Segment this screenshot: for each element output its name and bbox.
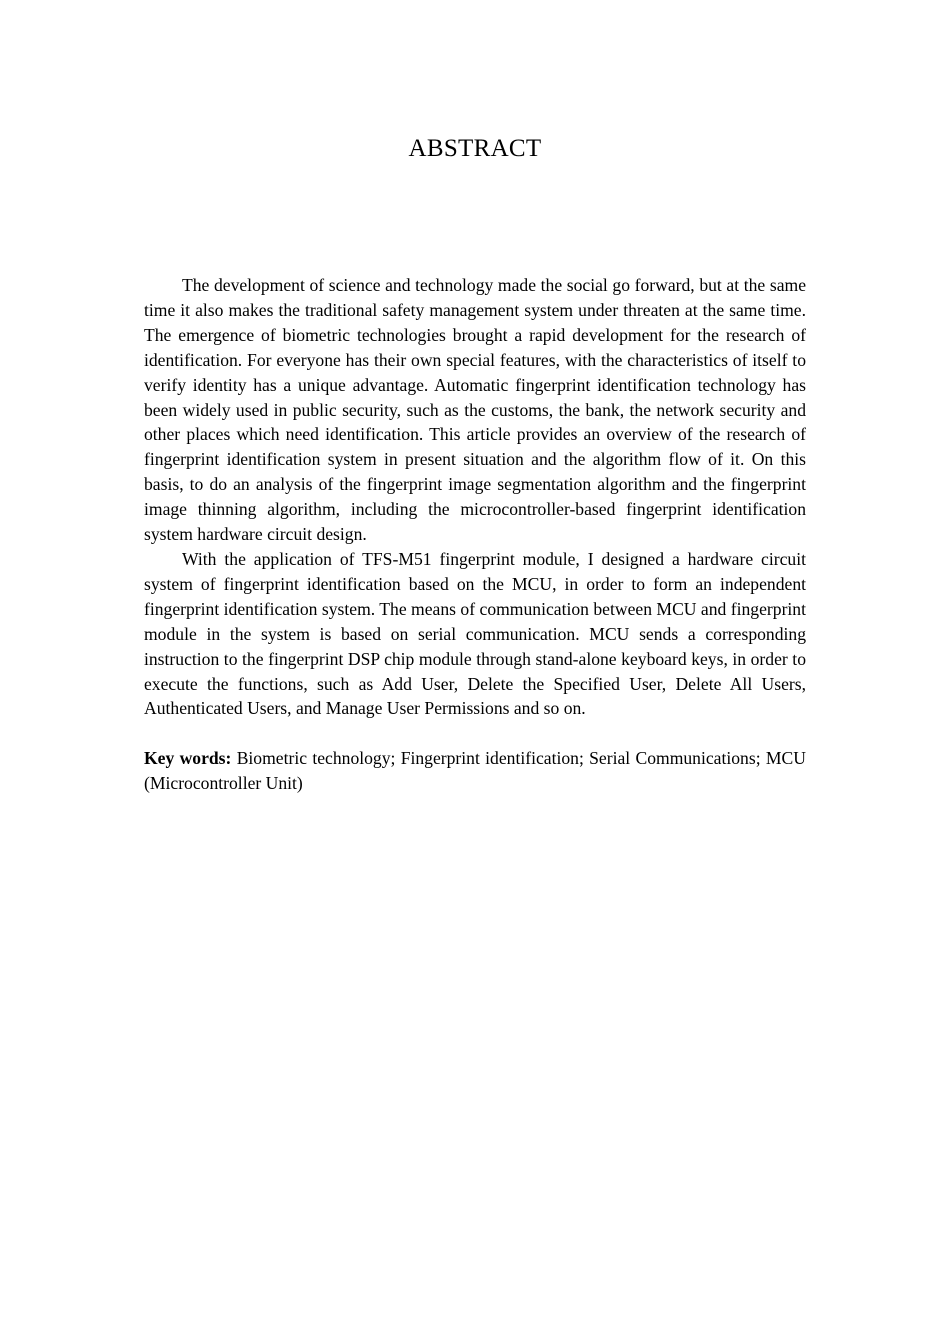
abstract-body [144,273,806,796]
keywords-text: Biometric technology; Fingerprint identification; Serial Communications; MCU (Microcontroller Unit) [144,748,806,794]
page-title: ABSTRACT [408,135,542,162]
abstract-paragraph-2: With the application of TFS-M51 fingerprint module, I designed a hardware circuit system of fingerprint identification based on the MCU, in order to form an independent fingerprint identification system. The means of communication between MCU and fingerprint module in the system is based on serial communication. MCU sends a corresponding instruction to the fingerprint DSP chip module through stand-alone keyboard keys, in order to execute the functions, such as Add User, Delete the Specified User, Delete All Users, Authenticated Users, and Manage User Permissions and so on. [144,548,806,719]
abstract-paragraph-1: The development of science and technology made the social go forward, but at the same time it also makes the traditional safety management system under threaten at the same time. The emergence of biometric technologies brought a rapid development for the research of identification. For everyone has their own special features, with the characteristics of itself to verify identity has a unique advantage. Automatic fingerprint identification technology has been widely used in public security, such as the customs, the bank, the network security and other places which need identification. This article provides an overview of the research of fingerprint identification system in present situation and the algorithm flow of it. On this basis, to do an analysis of the fingerprint image segmentation algorithm and the fingerprint image thinning algorithm, including the microcontroller-based fingerprint identification system hardware circuit design. [144,275,806,545]
keywords-label: Key words: [144,748,232,769]
keywords-line [144,746,806,796]
